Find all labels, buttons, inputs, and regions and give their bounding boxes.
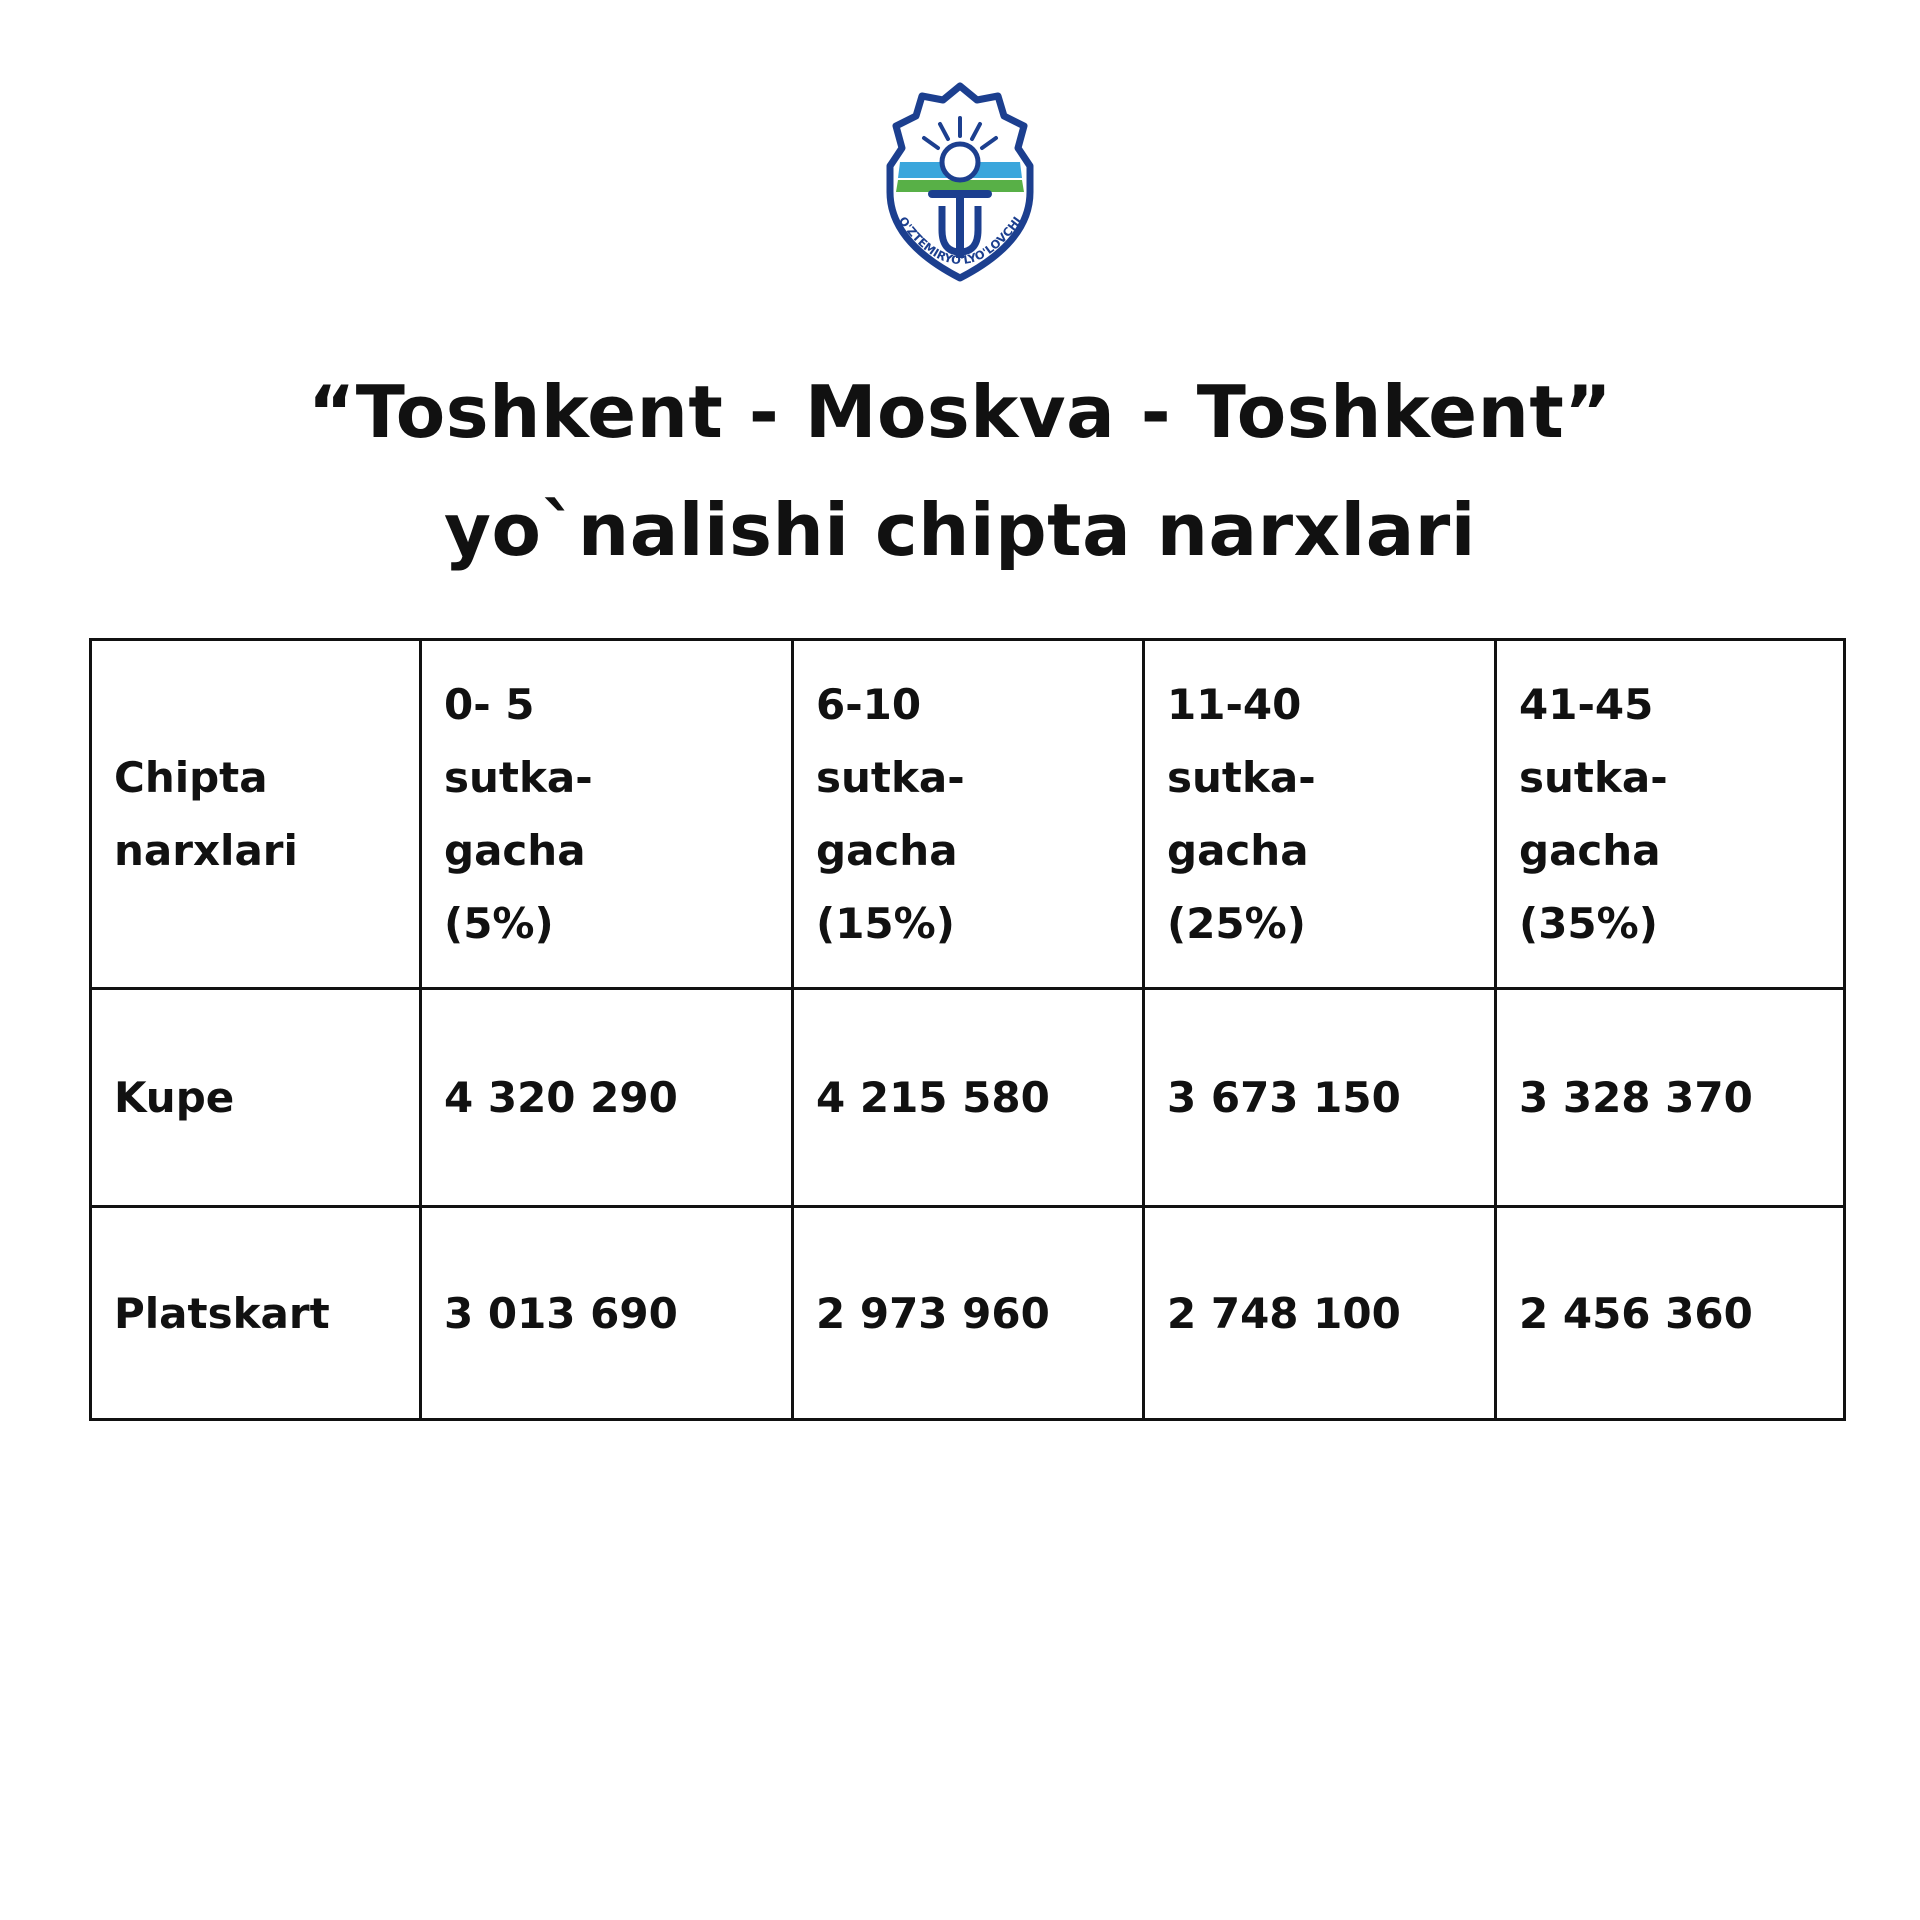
price-cell: 3 673 150 [1144, 989, 1496, 1207]
page-title-line-1: “Toshkent - Moskva - Toshkent” [307, 370, 1613, 454]
header-period-cell [1144, 640, 1496, 989]
table-header-row [91, 640, 1845, 989]
header-label-cell [91, 640, 421, 989]
period-discount: (5%) [444, 899, 554, 948]
page-title-line-2: yo`nalishi chipta narxlari [444, 488, 1476, 572]
price-cell: 2 748 100 [1144, 1207, 1496, 1420]
period-suffix: gacha [816, 826, 958, 875]
period-suffix: gacha [1519, 826, 1661, 875]
price-cell: 3 013 690 [421, 1207, 793, 1420]
price-cell: 4 320 290 [421, 989, 793, 1207]
header-period-cell [421, 640, 793, 989]
period-unit: sutka- [1167, 753, 1316, 802]
header-period-cell [793, 640, 1144, 989]
period-range: 11-40 [1167, 680, 1302, 729]
price-table [89, 638, 1846, 1421]
period-range: 6-10 [816, 680, 922, 729]
period-discount: (15%) [816, 899, 955, 948]
period-suffix: gacha [1167, 826, 1309, 875]
row-label-cell: Kupe [91, 989, 421, 1207]
company-logo [880, 82, 1040, 296]
period-range: 41-45 [1519, 680, 1654, 729]
price-cell: 2 973 960 [793, 1207, 1144, 1420]
period-range: 0- 5 [444, 680, 535, 729]
period-discount: (25%) [1167, 899, 1306, 948]
header-label-line: narxlari [114, 826, 298, 875]
table-row-platskart [91, 1207, 1845, 1420]
period-suffix: gacha [444, 826, 586, 875]
logo-arc-text: O'ZTEMIRYO'LYO'LOVCHI [895, 213, 1025, 268]
price-cell: 2 456 360 [1496, 1207, 1845, 1420]
header-period-cell [1496, 640, 1845, 989]
period-discount: (35%) [1519, 899, 1658, 948]
price-cell: 4 215 580 [793, 989, 1144, 1207]
price-cell: 3 328 370 [1496, 989, 1845, 1207]
period-unit: sutka- [1519, 753, 1668, 802]
period-unit: sutka- [816, 753, 965, 802]
table-row-kupe [91, 989, 1845, 1207]
logo-sun [942, 144, 978, 180]
period-unit: sutka- [444, 753, 593, 802]
row-label-cell: Platskart [91, 1207, 421, 1420]
header-label-line: Chipta [114, 753, 268, 802]
